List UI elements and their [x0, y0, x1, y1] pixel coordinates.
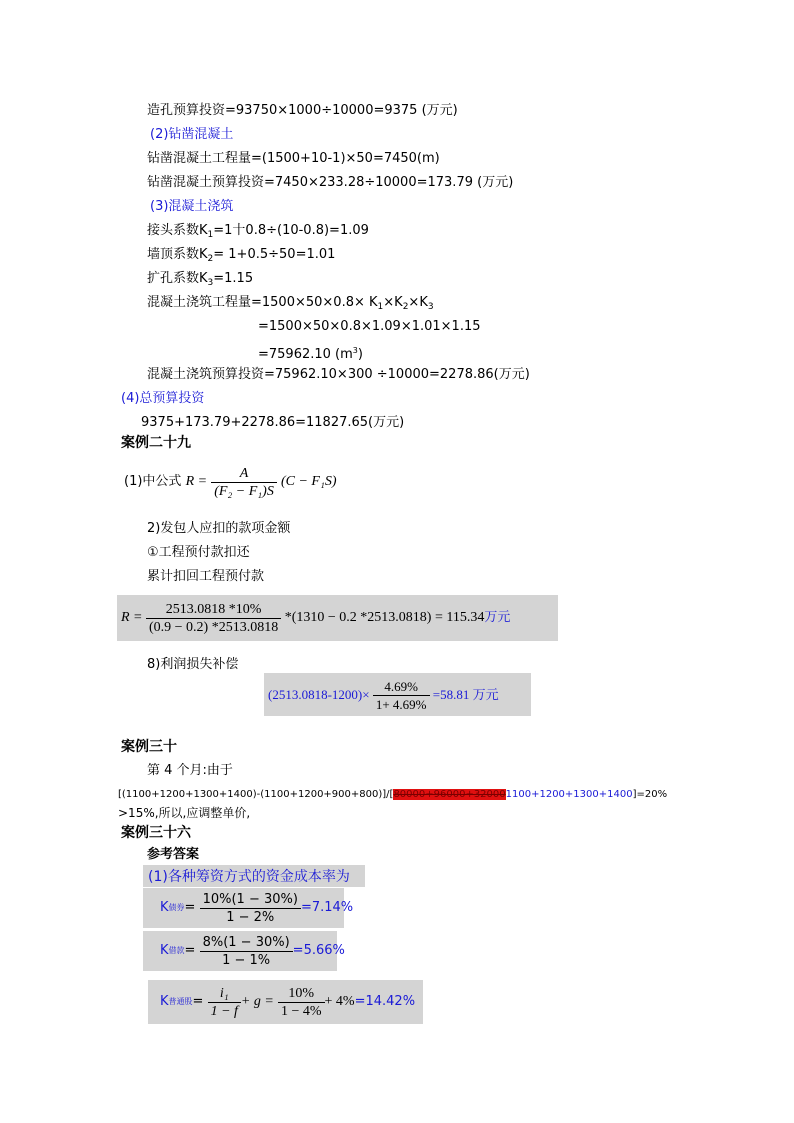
line-cumulative-repayment: 累计扣回工程预付款 — [147, 569, 265, 584]
heading-jiaozhu: (3)混凝土浇筑 — [150, 199, 234, 214]
case-36-title: 案例三十六 — [121, 825, 191, 841]
line-deductions-heading: 2)发包人应扣的款项金额 — [147, 521, 291, 536]
line-profit-loss-heading: 8)利润损失补偿 — [147, 657, 239, 672]
heading-total-investment: (4)总预算投资 — [121, 391, 205, 406]
formula-k-common-stock: K普通股= $\frac{\text{i₁}}{1 - f}$ + g = $\frac{10\%}{1 - 4\%}$ + 4%=14.42% — [160, 985, 416, 1019]
line-k2: 墙顶系数$K_2= 1+0.5\div 50=1.01$ — [147, 247, 336, 264]
line-price-adjust-calc: [(1100+1200+1300+1400)-(1100+1200+900+800)]/[80000+96000+320001100+1200+1300+1400]=20% — [118, 789, 668, 800]
case-29-title: 案例二十九 — [121, 435, 191, 451]
formula-k-bond: K债券= $\frac{10\%(1 - 30\%)}{1 - 2\%}$ =7.14% — [160, 891, 354, 925]
line-zaokong-investment: 造孔预算投资=93750×1000÷10000=9375 (万元) — [147, 103, 458, 118]
heading-zuanzao: (2)钻凿混凝土 — [150, 127, 234, 142]
line-jiaozhu-quantity: 混凝土浇筑工程量$=1500\times 50\times 0.8\times K_1\times K_2\times K_3$ — [147, 295, 434, 312]
line-zuanzao-investment: 钻凿混凝土预算投资=7450×233.28÷10000=173.79 (万元) — [147, 175, 514, 190]
line-conclusion: >15%,所以,应调整单价, — [118, 806, 251, 820]
line-jiaozhu-investment: 混凝土浇筑预算投资=75962.10×300 ÷10000=2278.86(万元) — [147, 367, 530, 382]
line-advance-repayment: ①工程预付款扣还 — [147, 545, 250, 560]
line-k1: 接头系数$K_1=1$十0.8÷(10-0.8)=1.09 — [147, 223, 369, 240]
line-zuanzao-quantity: 钻凿混凝土工程量=(1500+10-1)×50=7450(m) — [147, 151, 440, 166]
formula-r-calc: R = $\frac{2513.0818 *10\%}{(0.9 - 0.2) *2513.0818}$ *(1310 − 0.2 *2513.0818) = 115.34万元 — [121, 601, 511, 635]
reference-answer-label: 参考答案 — [147, 847, 200, 862]
formula-k-loan: K借款= $\frac{8\%(1 - 30\%)}{1 - 1\%}$ =5.66% — [160, 934, 345, 968]
line-jiaozhu-quantity-3: =75962.10 $(m^3)$ — [258, 346, 363, 362]
line-jiaozhu-quantity-2: =1500×50×0.8×1.09×1.01×1.15 — [258, 319, 481, 334]
formula-profit-loss: (2513.0818-1200)× $\frac{4.69\%}{1+ 4.69\%}$ =58.81 万元 — [268, 678, 499, 712]
case-30-title: 案例三十 — [121, 739, 177, 755]
cost-rate-heading: (1)各种筹资方式的资金成本率为 — [148, 869, 350, 885]
line-total-investment: 9375+173.79+2278.86=11827.65(万元) — [141, 415, 405, 430]
line-month-4: 第 4 个月:由于 — [147, 763, 233, 778]
formula-r-general: (1)中公式 R = $\frac{A}{\text{(F₂ − F₁)S}}$ (C − F₁S) — [124, 465, 337, 499]
line-k3: 扩孔系数$K_3=1.15$ — [147, 271, 254, 288]
